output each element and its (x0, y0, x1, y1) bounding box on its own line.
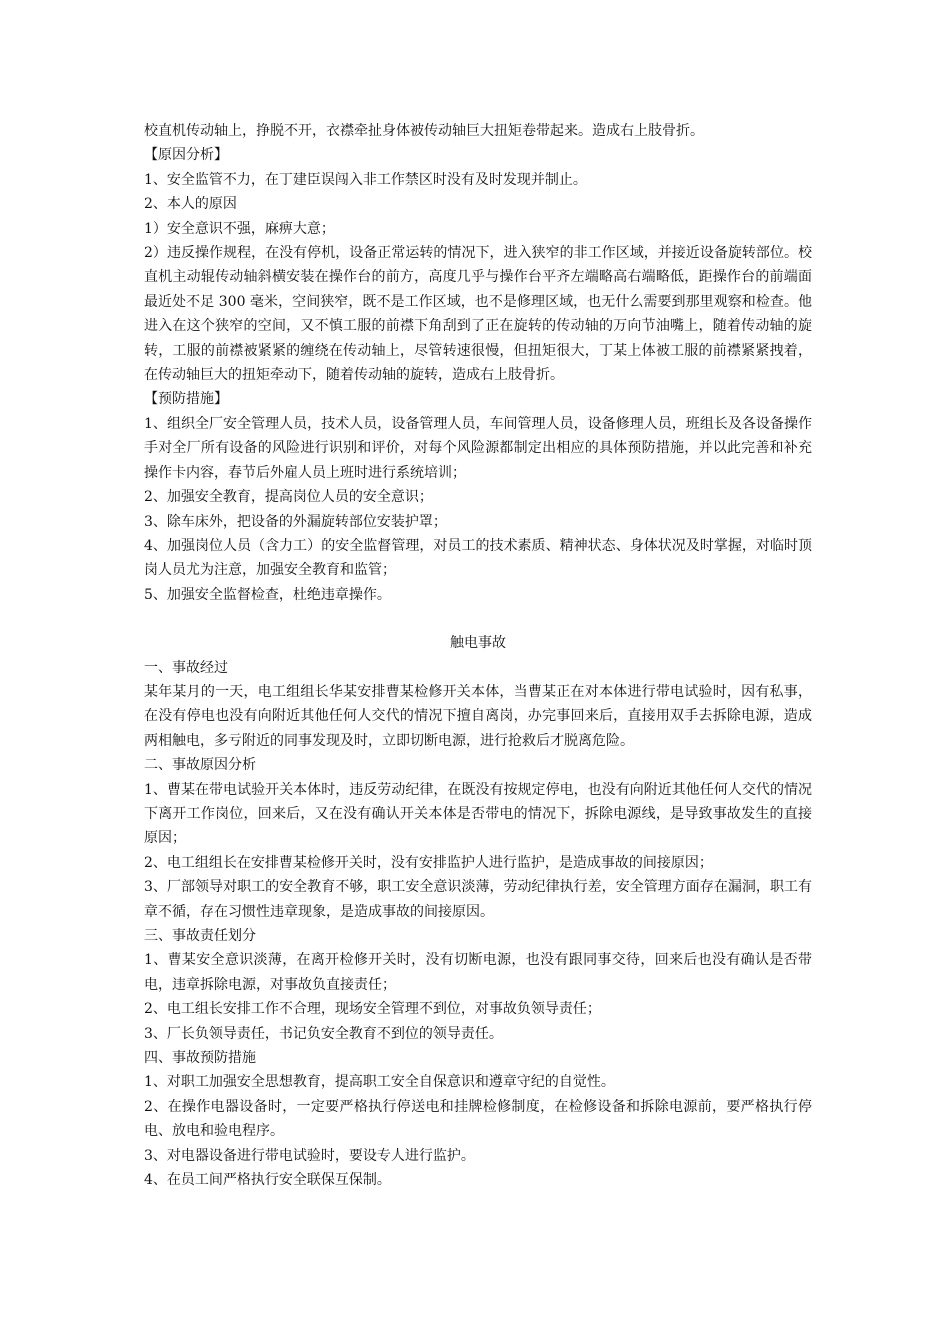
section-heading: 一、事故经过 (144, 659, 228, 676)
paragraph: 3、厂长负领导责任，书记负安全教育不到位的领导责任。 (144, 1025, 503, 1042)
blank-line (144, 607, 812, 631)
section-title: 触电事故 (450, 635, 506, 652)
section-heading: 二、事故原因分析 (144, 757, 256, 774)
paragraph: 2、电工组长安排工作不合理，现场安全管理不到位，对事故负领导责任； (144, 1001, 601, 1018)
paragraph: 2、电工组组长在安排曹某检修开关时，没有安排监护人进行监护，是造成事故的间接原因； (144, 854, 713, 871)
paragraph: 校直机传动轴上，挣脱不开，衣襟牵扯身体被传动轴巨大扭矩卷带起来。造成右上肢骨折。 (144, 123, 704, 139)
paragraph: 1、对职工加强安全思想教育，提高职工安全自保意识和遵章守纪的自觉性。 (144, 1074, 615, 1091)
section-heading: 【预防措施】 (144, 391, 228, 408)
paragraph: 1、安全监管不力，在丁建臣误闯入非工作禁区时没有及时发现并制止。 (144, 171, 587, 188)
paragraph: 2、在操作电器设备时，一定要严格执行停送电和挂牌检修制度，在检修设备和拆除电源前，要严格执行停电、放电和验电程序。 (144, 1098, 812, 1140)
document-page (144, 119, 812, 1192)
paragraph: 4、加强岗位人员（含力工）的安全监督管理，对员工的技术素质、精神状态、身体状况及时掌握，对临时顶岗人员尤为注意，加强安全教育和监管； (144, 537, 812, 579)
paragraph: 3、除车床外，把设备的外漏旋转部位安装护罩； (144, 513, 447, 530)
paragraph: 1、曹某安全意识淡薄，在离开检修开关时，没有切断电源，也没有跟同事交待，回来后也没有确认是否带电，违章拆除电源，对事故负直接责任； (144, 952, 812, 993)
paragraph: 3、对电器设备进行带电试验时，要设专人进行监护。 (144, 1147, 475, 1164)
section-heading: 【原因分析】 (144, 147, 228, 164)
section-electric-shock-accident (144, 631, 812, 1192)
paragraph: 3、厂部领导对职工的安全教育不够，职工安全意识淡薄，劳动纪律执行差，安全管理方面存在漏洞，职工有章不循，存在习惯性违章现象，是造成事故的间接原因。 (144, 879, 812, 920)
section-accident-1-continued (144, 119, 812, 607)
paragraph: 2、加强安全教育，提高岗位人员的安全意识； (144, 489, 433, 506)
section-heading: 四、事故预防措施 (144, 1050, 256, 1067)
paragraph: 2、本人的原因 (144, 196, 237, 213)
paragraph: 1、曹某在带电试验开关本体时，违反劳动纪律，在既没有按规定停电，也没有向附近其他任何人交代的情况下离开工作岗位，回来后，又在没有确认开关本体是否带电的情况下，拆除电源线，是导致事故发生的直接原因； (144, 781, 812, 847)
paragraph: 某年某月的一天，电工组组长华某安排曹某检修开关本体，当曹某正在对本体进行带电试验时，因有私事，在没有停电也没有向附近其他任何人交代的情况下擅自离岗，办完事回来后，直接用双手去拆除电源，造成两相触电，多亏附近的同事发现及时，立即切断电源，进行抢救后才脱离危险。 (144, 683, 812, 749)
paragraph: 4、在员工间严格执行安全联保互保制。 (144, 1172, 391, 1189)
paragraph: 1、组织全厂安全管理人员，技术人员，设备管理人员，车间管理人员，设备修理人员，班组长及各设备操作手对全厂所有设备的风险进行识别和评价，对每个风险源都制定出相应的具体预防措施，并以此完善和补充操作卡内容，春节后外雇人员上班时进行系统培训； (144, 415, 812, 481)
paragraph: 5、加强安全监督检查，杜绝违章操作。 (144, 586, 391, 603)
paragraph: 1）安全意识不强，麻痹大意； (144, 220, 335, 237)
paragraph: 2）违反操作规程，在没有停机，设备正常运转的情况下，进入狭窄的非工作区域，并接近设备旋转部位。校直机主动辊传动轴斜横安装在操作台的前方，高度几乎与操作台平齐左端略高右端略低，距操作台的前端面最近处不足 300 毫米，空间狭窄，既不是工作区域，也不是修理区域，也无什么需要到那里观察和检查。他进入在这个狭窄的空间，又不慎工服的前襟下角刮到了正在旋转的传动轴的万向节油嘴上，随着传动轴的旋转，工服的前襟被紧紧的缠绕在传动轴上，尽管转速很慢，但扭矩很大，丁某上体被工服的前襟紧紧拽着，在传动轴巨大的扭矩牵动下，随着传动轴的旋转，造成右上肢骨折。 (144, 245, 812, 384)
section-heading: 三、事故责任划分 (144, 928, 256, 944)
